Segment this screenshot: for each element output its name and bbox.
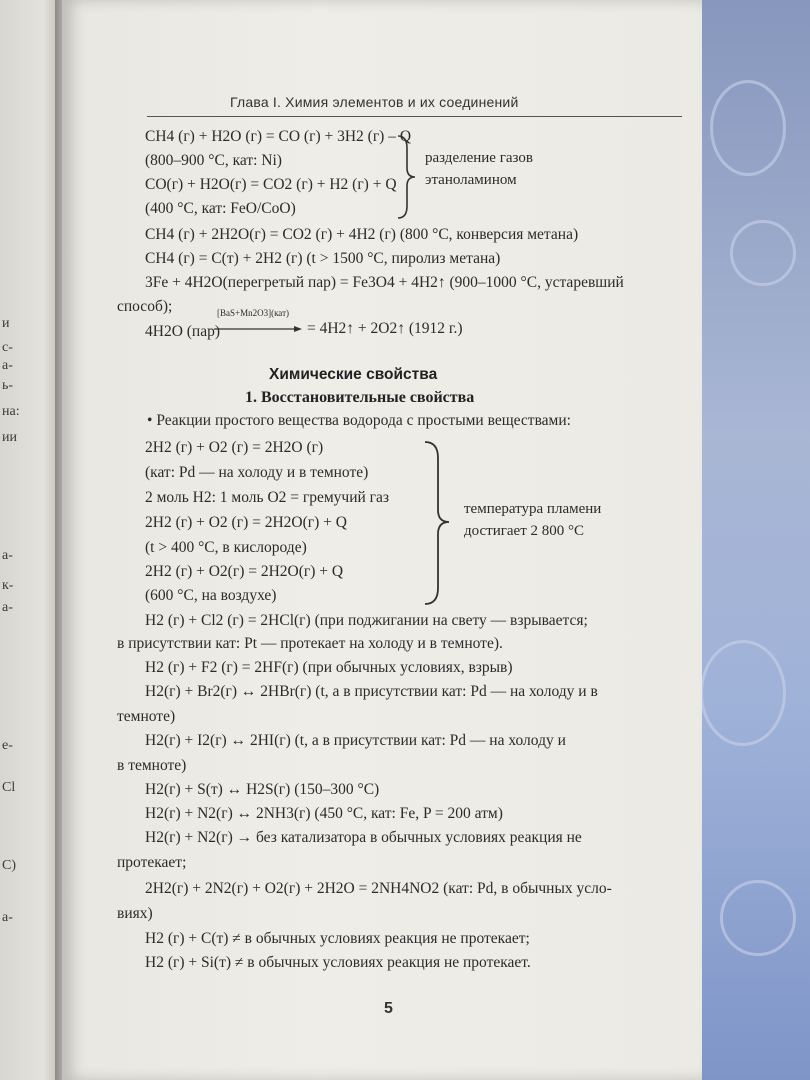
brace-note: этаноламином (425, 172, 517, 188)
left-fragment: а- (2, 600, 13, 615)
bullet-text: Реакции простого вещества водорода с простыми веществами: (156, 412, 571, 429)
equation-line: способ); (117, 298, 173, 315)
bullet-line (147, 412, 571, 430)
equation-condition: (кат: Pd — на холоду и в темноте) (145, 464, 369, 481)
equation-line: виях) (117, 905, 153, 922)
left-fragment: к- (2, 578, 14, 593)
equation-line: 2H2 (г) + O2(г) = 2H2O(г) + Q (145, 563, 344, 580)
header-rule (147, 116, 682, 117)
left-page-edge (0, 0, 62, 1080)
page-number: 5 (384, 1000, 393, 1017)
left-fragment: ии (2, 430, 17, 445)
bullet-icon: • (147, 412, 153, 429)
left-fragment: а- (2, 358, 13, 373)
equation-line: H2(г) + N2(г) ↔ 2NH3(г) (450 °C, кат: Fe, P = 200 атм) (145, 805, 503, 822)
equation-line: H2 (г) + C(т) ≠ в обычных условиях реакция не протекает; (145, 930, 530, 947)
curly-brace-icon (422, 440, 452, 606)
left-fragment: е- (2, 738, 13, 753)
equation-line: H2(г) + S(т) ↔ H2S(г) (150–300 °C) (145, 781, 380, 798)
subsection-title: 1. Восстановительные свойства (245, 389, 475, 406)
left-fragment: с- (2, 340, 13, 355)
equation-line: 2H2(г) + 2N2(г) + O2(г) + 2H2O = 2NH4NO2 (кат: Pd, в обычных усло- (145, 880, 612, 897)
equation-line: в присутствии кат: Pt — протекает на холоду и в темноте). (117, 635, 503, 652)
equation-line: 4H2O (пар) (145, 323, 221, 340)
equation-line: темноте) (117, 708, 176, 725)
equation-line: CH4 (г) + H2O (г) = CO (г) + 3H2 (г) – Q (145, 128, 412, 145)
equation-line: H2(г) + I2(г) ↔ 2HI(г) (t, а в присутствии кат: Pd — на холоду и (145, 732, 566, 749)
equation-line: = 4H2↑ + 2O2↑ (1912 г.) (307, 320, 463, 337)
equation-line: CH4 (г) = C(т) + 2H2 (г) (t > 1500 °C, пиролиз метана) (145, 250, 501, 267)
brace-note: температура пламени (464, 501, 602, 517)
left-fragment: ь- (2, 378, 14, 393)
equation-line: 2H2 (г) + O2 (г) = 2H2O(г) + Q (145, 514, 347, 531)
equation-line: H2(г) + Br2(г) ↔ 2HBr(г) (t, а в присутствии кат: Pd — на холоду и в (145, 683, 598, 700)
equation-line: CO(г) + H2O(г) = CO2 (г) + H2 (г) + Q (145, 176, 397, 193)
left-fragment: Cl (2, 780, 16, 795)
background-tablecloth (690, 0, 810, 1080)
section-title: Химические свойства (269, 366, 438, 383)
equation-line: протекает; (117, 854, 187, 871)
arrow-condition: [BaS+Mn2O3](кат) (217, 308, 289, 318)
equation-line: H2 (г) + F2 (г) = 2HF(г) (при обычных условиях, взрыв) (145, 659, 513, 676)
equation-line: 2H2 (г) + O2 (г) = 2H2O (г) (145, 439, 324, 456)
equation-line: в темноте) (117, 757, 187, 774)
brace-note: разделение газов (425, 150, 533, 166)
curly-brace-icon (395, 134, 417, 220)
running-header: Глава I. Химия элементов и их соединений (230, 94, 519, 110)
brace-note: достигает 2 800 °C (464, 523, 585, 539)
equation-line: H2(г) + N2(г) → без катализатора в обычных условиях реакция не (145, 829, 582, 846)
equation-line: 2 моль H2: 1 моль O2 = гремучий газ (145, 489, 390, 506)
left-fragment: и (2, 316, 10, 331)
equation-line: 3Fe + 4H2O(перегретый пар) = Fe3O4 + 4H2↑ (900–1000 °C, устаревший (145, 274, 624, 291)
equation-condition: (800–900 °C, кат: Ni) (145, 152, 282, 169)
equation-line: H2 (г) + Cl2 (г) = 2HCl(г) (при поджигании на свету — взрывается; (145, 612, 588, 629)
left-fragment: а- (2, 548, 13, 563)
equation-condition: (600 °C, на воздухе) (145, 587, 277, 604)
equation-condition: (400 °C, кат: FeO/CoO) (145, 200, 296, 217)
reaction-arrow-icon (214, 324, 304, 334)
left-fragment: а- (2, 910, 13, 925)
book-page (62, 0, 702, 1080)
equation-line: CH4 (г) + 2H2O(г) = CO2 (г) + 4H2 (г) (800 °C, конверсия метана) (145, 226, 579, 243)
left-fragment: на: (2, 404, 20, 419)
equation-line: H2 (г) + Si(т) ≠ в обычных условиях реакция не протекает. (145, 954, 531, 971)
equation-condition: (t > 400 °C, в кислороде) (145, 539, 307, 556)
left-fragment: C) (2, 858, 16, 873)
